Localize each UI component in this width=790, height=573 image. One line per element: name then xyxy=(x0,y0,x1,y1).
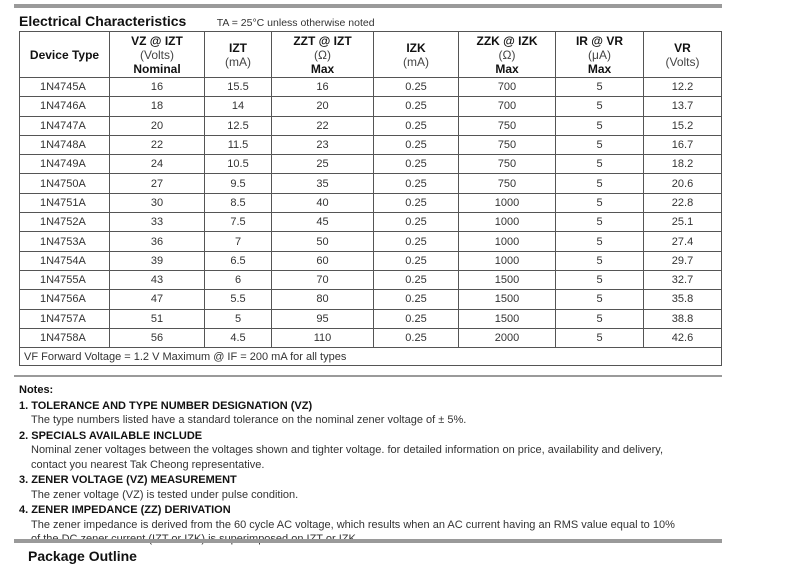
table-row xyxy=(20,155,722,174)
table-row xyxy=(20,193,722,212)
table-cell: 5 xyxy=(556,328,644,347)
table-cell: 0.25 xyxy=(374,328,459,347)
table-cell: 0.25 xyxy=(374,232,459,251)
device-type-cell: 1N4754A xyxy=(20,251,110,270)
table-cell: 1000 xyxy=(459,213,556,232)
table-cell: 7 xyxy=(205,232,272,251)
col-header-unit: (Volts) xyxy=(665,54,700,69)
table-cell: 12.5 xyxy=(205,116,272,135)
table-cell: 18 xyxy=(110,97,205,116)
col-header-izt xyxy=(205,32,272,78)
table-cell: 9.5 xyxy=(205,174,272,193)
table-cell: 13.7 xyxy=(644,97,722,116)
table-cell: 15.2 xyxy=(644,116,722,135)
table-cell: 32.7 xyxy=(644,270,722,289)
table-cell: 1500 xyxy=(459,290,556,309)
table-cell: 4.5 xyxy=(205,328,272,347)
table-header-row xyxy=(20,32,722,78)
table-cell: 39 xyxy=(110,251,205,270)
table-cell: 27 xyxy=(110,174,205,193)
table-cell: 700 xyxy=(459,78,556,97)
col-header-line: IR @ VR xyxy=(575,33,624,48)
table-cell: 0.25 xyxy=(374,270,459,289)
notes-section xyxy=(19,383,731,547)
package-outline-heading: Package Outline xyxy=(28,548,137,564)
package-rule xyxy=(14,539,722,543)
table-cell: 80 xyxy=(272,290,374,309)
note-title: 1. TOLERANCE AND TYPE NUMBER DESIGNATION (VZ) xyxy=(19,399,313,412)
table-cell: 0.25 xyxy=(374,97,459,116)
table-cell: 0.25 xyxy=(374,193,459,212)
test-condition: TA = 25°C unless otherwise noted xyxy=(216,17,375,29)
table-cell: 5 xyxy=(556,270,644,289)
table-cell: 5 xyxy=(556,251,644,270)
table-cell: 5.5 xyxy=(205,290,272,309)
table-cell: 750 xyxy=(459,155,556,174)
col-header-unit: (mA) xyxy=(225,54,251,69)
col-header-line: VR xyxy=(674,40,691,55)
table-cell: 36 xyxy=(110,232,205,251)
table-row xyxy=(20,328,722,347)
device-type-cell: 1N4749A xyxy=(20,155,110,174)
table-cell: 40 xyxy=(272,193,374,212)
table-cell: 5 xyxy=(556,97,644,116)
col-header-vr xyxy=(644,32,722,78)
table-cell: 30 xyxy=(110,193,205,212)
table-cell: 33 xyxy=(110,213,205,232)
table-cell: 43 xyxy=(110,270,205,289)
table-row xyxy=(20,135,722,154)
device-type-cell: 1N4756A xyxy=(20,290,110,309)
section-header xyxy=(19,13,375,31)
table-cell: 1500 xyxy=(459,270,556,289)
table-cell: 18.2 xyxy=(644,155,722,174)
table-cell: 56 xyxy=(110,328,205,347)
table-cell: 5 xyxy=(556,155,644,174)
table-cell: 25 xyxy=(272,155,374,174)
table-row xyxy=(20,232,722,251)
table-cell: 42.6 xyxy=(644,328,722,347)
device-type-cell: 1N4748A xyxy=(20,135,110,154)
table-cell: 22.8 xyxy=(644,193,722,212)
top-rule xyxy=(14,4,722,8)
table-cell: 27.4 xyxy=(644,232,722,251)
table-cell: 5 xyxy=(556,193,644,212)
table-cell: 0.25 xyxy=(374,155,459,174)
table-row xyxy=(20,213,722,232)
col-header-qualifier: Max xyxy=(495,61,519,76)
table-cell: 5 xyxy=(556,309,644,328)
col-header-unit: (Volts) xyxy=(139,47,174,62)
table-cell: 1000 xyxy=(459,193,556,212)
table-cell: 6 xyxy=(205,270,272,289)
col-header-unit: (mA) xyxy=(403,54,429,69)
table-cell: 0.25 xyxy=(374,174,459,193)
col-header-line: IZT xyxy=(229,40,247,55)
table-cell: 700 xyxy=(459,97,556,116)
table-cell: 0.25 xyxy=(374,116,459,135)
note-text: The zener voltage (VZ) is tested under pulse condition. xyxy=(31,488,299,501)
col-header-vz xyxy=(110,32,205,78)
table-cell: 24 xyxy=(110,155,205,174)
table-cell: 38.8 xyxy=(644,309,722,328)
table-cell: 22 xyxy=(272,116,374,135)
table-cell: 35.8 xyxy=(644,290,722,309)
table-cell: 8.5 xyxy=(205,193,272,212)
table-cell: 5 xyxy=(556,232,644,251)
col-header-device-type: Device Type xyxy=(20,32,110,78)
table-cell: 22 xyxy=(110,135,205,154)
table-row xyxy=(20,174,722,193)
table-cell: 5 xyxy=(205,309,272,328)
table-cell: 0.25 xyxy=(374,78,459,97)
table-row xyxy=(20,97,722,116)
device-type-cell: 1N4746A xyxy=(20,97,110,116)
table-cell: 1000 xyxy=(459,232,556,251)
table-cell: 1500 xyxy=(459,309,556,328)
device-type-cell: 1N4753A xyxy=(20,232,110,251)
table-row xyxy=(20,270,722,289)
table-cell: 95 xyxy=(272,309,374,328)
characteristics-table xyxy=(19,31,722,366)
table-cell: 750 xyxy=(459,116,556,135)
table-cell: 16 xyxy=(272,78,374,97)
col-header-zzt xyxy=(272,32,374,78)
table-cell: 6.5 xyxy=(205,251,272,270)
table-cell: 47 xyxy=(110,290,205,309)
table-footer-row xyxy=(20,348,722,366)
table-cell: 20.6 xyxy=(644,174,722,193)
table-row xyxy=(20,290,722,309)
table-row xyxy=(20,116,722,135)
device-type-cell: 1N4758A xyxy=(20,328,110,347)
col-header-ir xyxy=(556,32,644,78)
table-cell: 29.7 xyxy=(644,251,722,270)
device-type-cell: 1N4755A xyxy=(20,270,110,289)
table-cell: 51 xyxy=(110,309,205,328)
col-header-unit: (μA) xyxy=(588,47,611,62)
table-row xyxy=(20,78,722,97)
device-type-cell: 1N4747A xyxy=(20,116,110,135)
table-cell: 23 xyxy=(272,135,374,154)
col-header-izk xyxy=(374,32,459,78)
note-text: Nominal zener voltages between the voltages shown and tighter voltage. for detailed information on price, availability and delivery, xyxy=(31,444,664,456)
table-cell: 20 xyxy=(110,116,205,135)
table-cell: 14 xyxy=(205,97,272,116)
device-type-cell: 1N4745A xyxy=(20,78,110,97)
table-cell: 0.25 xyxy=(374,213,459,232)
col-header-qualifier: Max xyxy=(310,61,335,76)
table-cell: 5 xyxy=(556,135,644,154)
col-header-unit: (Ω) xyxy=(498,47,516,62)
col-header-qualifier: Nominal xyxy=(133,61,181,76)
table-cell: 60 xyxy=(272,251,374,270)
note-title: 3. ZENER VOLTAGE (VZ) MEASUREMENT xyxy=(19,474,237,486)
table-cell: 5 xyxy=(556,78,644,97)
table-cell: 50 xyxy=(272,232,374,251)
note-title: 4. ZENER IMPEDANCE (ZZ) DERIVATION xyxy=(19,504,231,516)
notes-rule xyxy=(14,375,722,377)
table-cell: 5 xyxy=(556,213,644,232)
table-cell: 2000 xyxy=(459,328,556,347)
col-header-zzk xyxy=(459,32,556,78)
col-header-line: IZK xyxy=(406,40,426,55)
forward-voltage-note: VF Forward Voltage = 1.2 V Maximum @ IF = 200 mA for all types xyxy=(20,348,722,366)
notes-list xyxy=(19,399,731,547)
table-cell: 750 xyxy=(459,174,556,193)
note-item xyxy=(19,429,731,473)
table-cell: 0.25 xyxy=(374,309,459,328)
table-cell: 16.7 xyxy=(644,135,722,154)
table-body xyxy=(20,78,722,348)
note-text: contact you nearest Tak Cheong representative. xyxy=(31,458,265,471)
col-header-line: ZZT @ IZT xyxy=(293,33,352,48)
notes-heading: Notes: xyxy=(19,384,54,396)
table-cell: 5 xyxy=(556,290,644,309)
device-type-cell: 1N4757A xyxy=(20,309,110,328)
section-title: Electrical Characteristics xyxy=(19,13,187,29)
table-cell: 45 xyxy=(272,213,374,232)
table-cell: 10.5 xyxy=(205,155,272,174)
table-cell: 1000 xyxy=(459,251,556,270)
note-item xyxy=(19,473,731,502)
table-cell: 0.25 xyxy=(374,135,459,154)
note-text: The type numbers listed have a standard tolerance on the nominal zener voltage of ± 5%. xyxy=(31,414,467,426)
table-row xyxy=(20,309,722,328)
device-type-cell: 1N4751A xyxy=(20,193,110,212)
table-cell: 0.25 xyxy=(374,251,459,270)
table-cell: 110 xyxy=(272,328,374,347)
table-cell: 7.5 xyxy=(205,213,272,232)
note-text: The zener impedance is derived from the 60 cycle AC voltage, which results when an AC current having an RMS value equal to 10% xyxy=(31,518,675,531)
col-header-unit: (Ω) xyxy=(314,47,331,62)
table-cell: 750 xyxy=(459,135,556,154)
note-title: 2. SPECIALS AVAILABLE INCLUDE xyxy=(19,429,203,442)
table-row xyxy=(20,251,722,270)
table-cell: 70 xyxy=(272,270,374,289)
device-type-cell: 1N4752A xyxy=(20,213,110,232)
device-type-cell: 1N4750A xyxy=(20,174,110,193)
table-cell: 25.1 xyxy=(644,213,722,232)
table-cell: 12.2 xyxy=(644,78,722,97)
table-cell: 35 xyxy=(272,174,374,193)
table-cell: 0.25 xyxy=(374,290,459,309)
table-cell: 5 xyxy=(556,174,644,193)
table-cell: 5 xyxy=(556,116,644,135)
table-cell: 20 xyxy=(272,97,374,116)
col-header-line: VZ @ IZT xyxy=(131,33,183,48)
col-header-line: ZZK @ IZK xyxy=(476,33,538,48)
note-item xyxy=(19,399,731,428)
table-cell: 15.5 xyxy=(205,78,272,97)
table-cell: 16 xyxy=(110,78,205,97)
table-cell: 11.5 xyxy=(205,135,272,154)
col-header-qualifier: Max xyxy=(587,61,612,76)
